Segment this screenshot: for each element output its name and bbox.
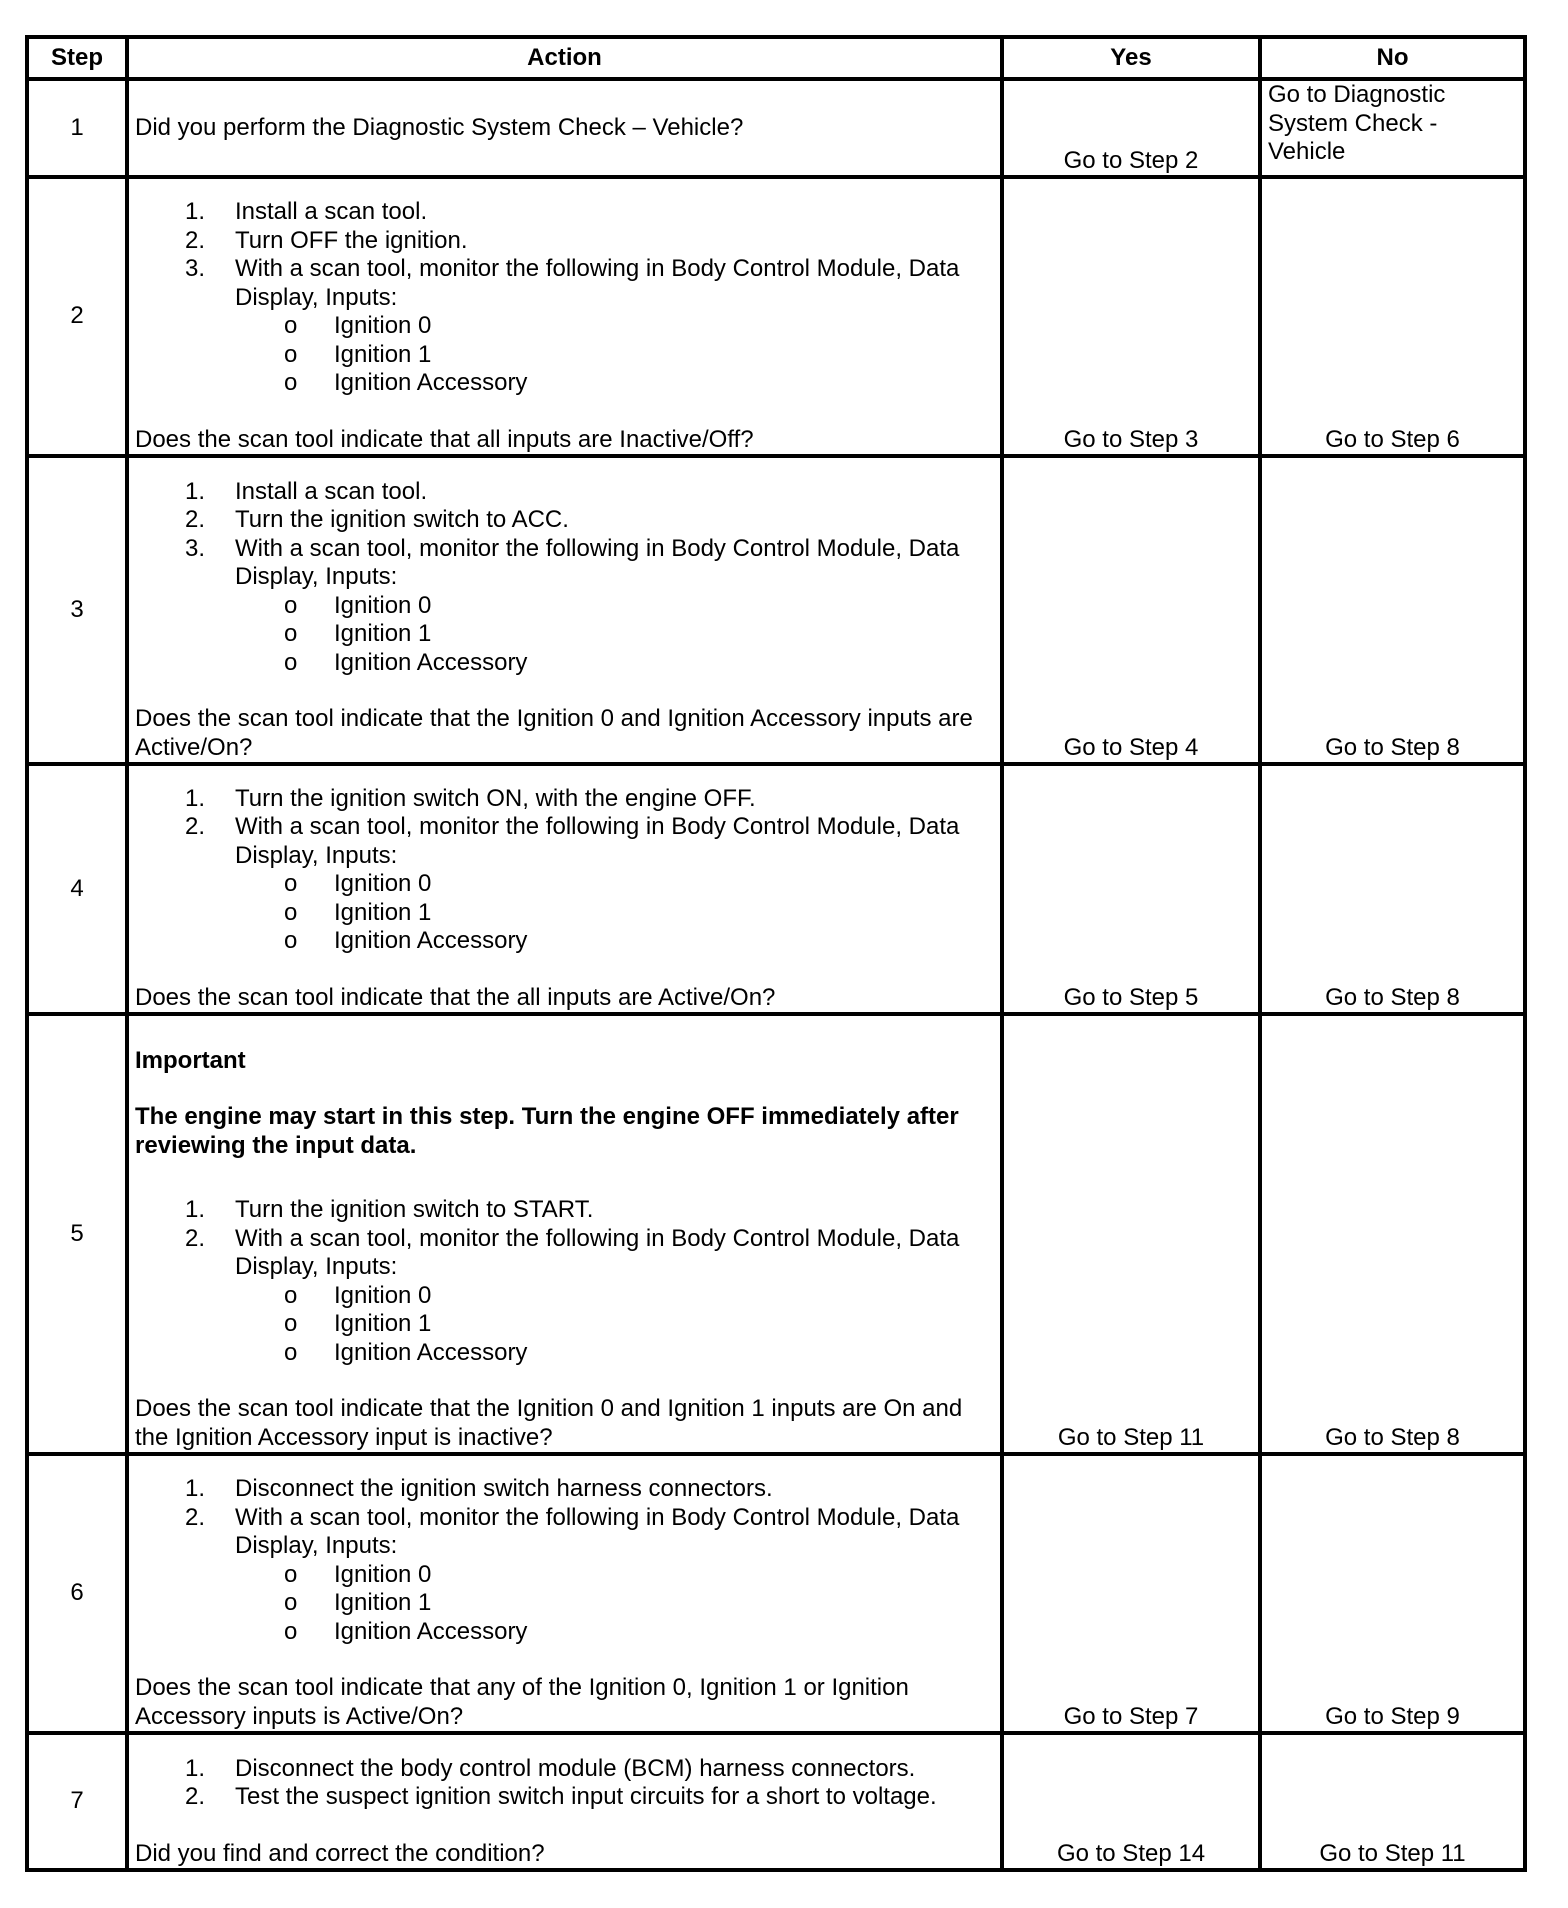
item-text: Ignition Accessory (334, 648, 528, 676)
list-item (135, 813, 994, 870)
list-item (135, 870, 994, 899)
list-item (135, 927, 994, 956)
question-text: Does the scan tool indicate that the Ignition 0 and Ignition Accessory inputs are Active/On? (135, 705, 973, 761)
list-item (135, 620, 994, 649)
list-item (135, 535, 994, 592)
table-row (27, 456, 1525, 764)
no-cell: Go to Step 8 (1260, 1014, 1525, 1454)
no-cell: Go to Step 9 (1260, 1454, 1525, 1733)
question-text: Did you find and correct the condition? (135, 1839, 545, 1867)
list-item (135, 649, 994, 678)
question-text: Does the scan tool indicate that all inputs are Inactive/Off? (135, 425, 754, 453)
list-item (135, 1282, 994, 1311)
yes-cell: Go to Step 14 (1002, 1733, 1260, 1870)
list-item (135, 1310, 994, 1339)
bullet-icon: o (284, 1281, 298, 1309)
header-step: Step (27, 37, 127, 79)
diagnostic-table (25, 35, 1527, 1872)
item-text: Ignition 1 (334, 1310, 432, 1337)
item-number: 3. (185, 255, 206, 282)
input-list (135, 1561, 994, 1647)
step-number: 5 (27, 1014, 127, 1454)
item-number: 1. (185, 1196, 206, 1223)
step-number: 7 (27, 1733, 127, 1870)
step-number: 3 (27, 456, 127, 764)
item-text: Ignition Accessory (334, 927, 528, 954)
question-text: Does the scan tool indicate that the Ignition 0 and Ignition 1 inputs are On and the Ignition Accessory input is inactive? (135, 1395, 963, 1451)
item-text: Ignition 0 (334, 591, 432, 619)
action-cell (127, 1454, 1002, 1733)
yes-cell: Go to Step 5 (1002, 764, 1260, 1014)
list-item (135, 1561, 994, 1590)
yes-cell: Go to Step 4 (1002, 456, 1260, 764)
table-row (27, 1454, 1525, 1733)
item-text: Ignition Accessory (334, 1338, 528, 1366)
header-yes: Yes (1002, 37, 1260, 79)
list-item (135, 227, 994, 256)
action-cell (127, 1014, 1002, 1454)
instruction-list (135, 1755, 994, 1812)
instruction-list (135, 785, 994, 871)
bullet-icon: o (284, 898, 298, 926)
bullet-icon: o (284, 1589, 298, 1616)
item-number: 2. (185, 1503, 206, 1531)
bullet-icon: o (284, 927, 298, 954)
bullet-icon: o (284, 1310, 298, 1337)
item-text: Ignition 0 (334, 870, 432, 897)
item-text: Ignition 1 (334, 1589, 432, 1616)
bullet-icon: o (284, 648, 298, 676)
input-list (135, 312, 994, 398)
item-text: Install a scan tool. (235, 198, 428, 225)
list-item (135, 1783, 994, 1812)
input-list (135, 1282, 994, 1368)
item-text: Ignition 0 (334, 1281, 432, 1309)
item-text: With a scan tool, monitor the following in Body Control Module, Data Display, Inputs: (235, 1224, 960, 1280)
item-text: Ignition 0 (334, 1560, 432, 1588)
item-number: 1. (185, 784, 206, 812)
item-text: With a scan tool, monitor the following in Body Control Module, Data Display, Inputs: (235, 255, 960, 311)
list-item (135, 785, 994, 814)
step-number: 2 (27, 177, 127, 456)
header-action: Action (127, 37, 1002, 79)
item-number: 1. (185, 477, 206, 505)
step-number: 4 (27, 764, 127, 1014)
no-cell: Go to Step 11 (1260, 1733, 1525, 1870)
instruction-list (135, 1196, 994, 1282)
input-list (135, 870, 994, 956)
item-text: Ignition 1 (334, 620, 432, 647)
item-text: Ignition Accessory (334, 1617, 528, 1645)
item-number: 2. (185, 1224, 206, 1252)
item-text: With a scan tool, monitor the following in Body Control Module, Data Display, Inputs: (235, 1503, 960, 1559)
item-text: Turn the ignition switch to START. (235, 1196, 594, 1223)
bullet-icon: o (284, 369, 298, 396)
question-text: Did you perform the Diagnostic System Check – Vehicle? (135, 113, 744, 141)
bullet-icon: o (284, 1617, 298, 1645)
table-row (27, 79, 1525, 177)
no-cell: Go to Step 6 (1260, 177, 1525, 456)
no-cell: Go to Step 8 (1260, 764, 1525, 1014)
item-number: 2. (185, 813, 206, 840)
item-number: 1. (185, 1475, 206, 1502)
list-item (135, 478, 994, 507)
step-number: 1 (27, 79, 127, 177)
important-title: Important (135, 1046, 246, 1074)
item-number: 1. (185, 1754, 206, 1782)
no-cell: Go to Diagnostic System Check - Vehicle (1260, 79, 1525, 177)
bullet-icon: o (284, 591, 298, 619)
table-row (27, 177, 1525, 456)
bullet-icon: o (284, 1560, 298, 1588)
item-text: With a scan tool, monitor the following in Body Control Module, Data Display, Inputs: (235, 813, 960, 869)
list-item (135, 506, 994, 535)
header-row (27, 37, 1525, 79)
item-text: Turn the ignition switch ON, with the engine OFF. (235, 784, 756, 812)
item-number: 2. (185, 506, 206, 533)
question-text: Does the scan tool indicate that the all inputs are Active/On? (135, 983, 776, 1011)
bullet-icon: o (284, 1338, 298, 1366)
question-text: Does the scan tool indicate that any of the Ignition 0, Ignition 1 or Ignition Accessory inputs is Active/On? (135, 1674, 909, 1730)
list-item (135, 1755, 994, 1784)
item-text: Install a scan tool. (235, 477, 428, 505)
instruction-list (135, 478, 994, 592)
list-item (135, 1339, 994, 1368)
action-cell (127, 177, 1002, 456)
item-number: 2. (185, 1783, 206, 1810)
bullet-icon: o (284, 870, 298, 897)
item-text: Ignition Accessory (334, 369, 528, 396)
item-text: Ignition 0 (334, 312, 432, 339)
table-row (27, 764, 1525, 1014)
header-no: No (1260, 37, 1525, 79)
list-item (135, 341, 994, 370)
list-item (135, 592, 994, 621)
bullet-icon: o (284, 312, 298, 339)
yes-cell: Go to Step 7 (1002, 1454, 1260, 1733)
item-text: Ignition 1 (334, 898, 432, 926)
list-item (135, 255, 994, 312)
step-number: 6 (27, 1454, 127, 1733)
list-item (135, 369, 994, 398)
item-text: With a scan tool, monitor the following in Body Control Module, Data Display, Inputs: (235, 534, 960, 590)
item-text: Disconnect the body control module (BCM) harness connectors. (235, 1754, 916, 1782)
item-number: 2. (185, 226, 206, 254)
instruction-list (135, 1475, 994, 1561)
action-cell (127, 456, 1002, 764)
table-row (27, 1014, 1525, 1454)
item-text: Ignition 1 (334, 340, 432, 368)
important-text: The engine may start in this step. Turn the engine OFF immediately after reviewing the input data. (135, 1103, 959, 1159)
action-cell (127, 764, 1002, 1014)
list-item (135, 312, 994, 341)
list-item (135, 1504, 994, 1561)
no-cell: Go to Step 8 (1260, 456, 1525, 764)
yes-cell: Go to Step 3 (1002, 177, 1260, 456)
list-item (135, 899, 994, 928)
table-row (27, 1733, 1525, 1870)
list-item (135, 1475, 994, 1504)
bullet-icon: o (284, 620, 298, 647)
item-number: 3. (185, 534, 206, 562)
list-item (135, 1225, 994, 1282)
item-text: Turn the ignition switch to ACC. (235, 506, 569, 533)
item-text: Turn OFF the ignition. (235, 226, 468, 254)
yes-cell: Go to Step 11 (1002, 1014, 1260, 1454)
bullet-icon: o (284, 340, 298, 368)
action-cell (127, 79, 1002, 177)
item-text: Test the suspect ignition switch input circuits for a short to voltage. (235, 1783, 937, 1810)
action-cell (127, 1733, 1002, 1870)
item-text: Disconnect the ignition switch harness connectors. (235, 1475, 773, 1502)
yes-cell: Go to Step 2 (1002, 79, 1260, 177)
list-item (135, 1618, 994, 1647)
list-item (135, 1196, 994, 1225)
list-item (135, 1589, 994, 1618)
item-number: 1. (185, 198, 206, 225)
list-item (135, 198, 994, 227)
input-list (135, 592, 994, 678)
instruction-list (135, 198, 994, 312)
